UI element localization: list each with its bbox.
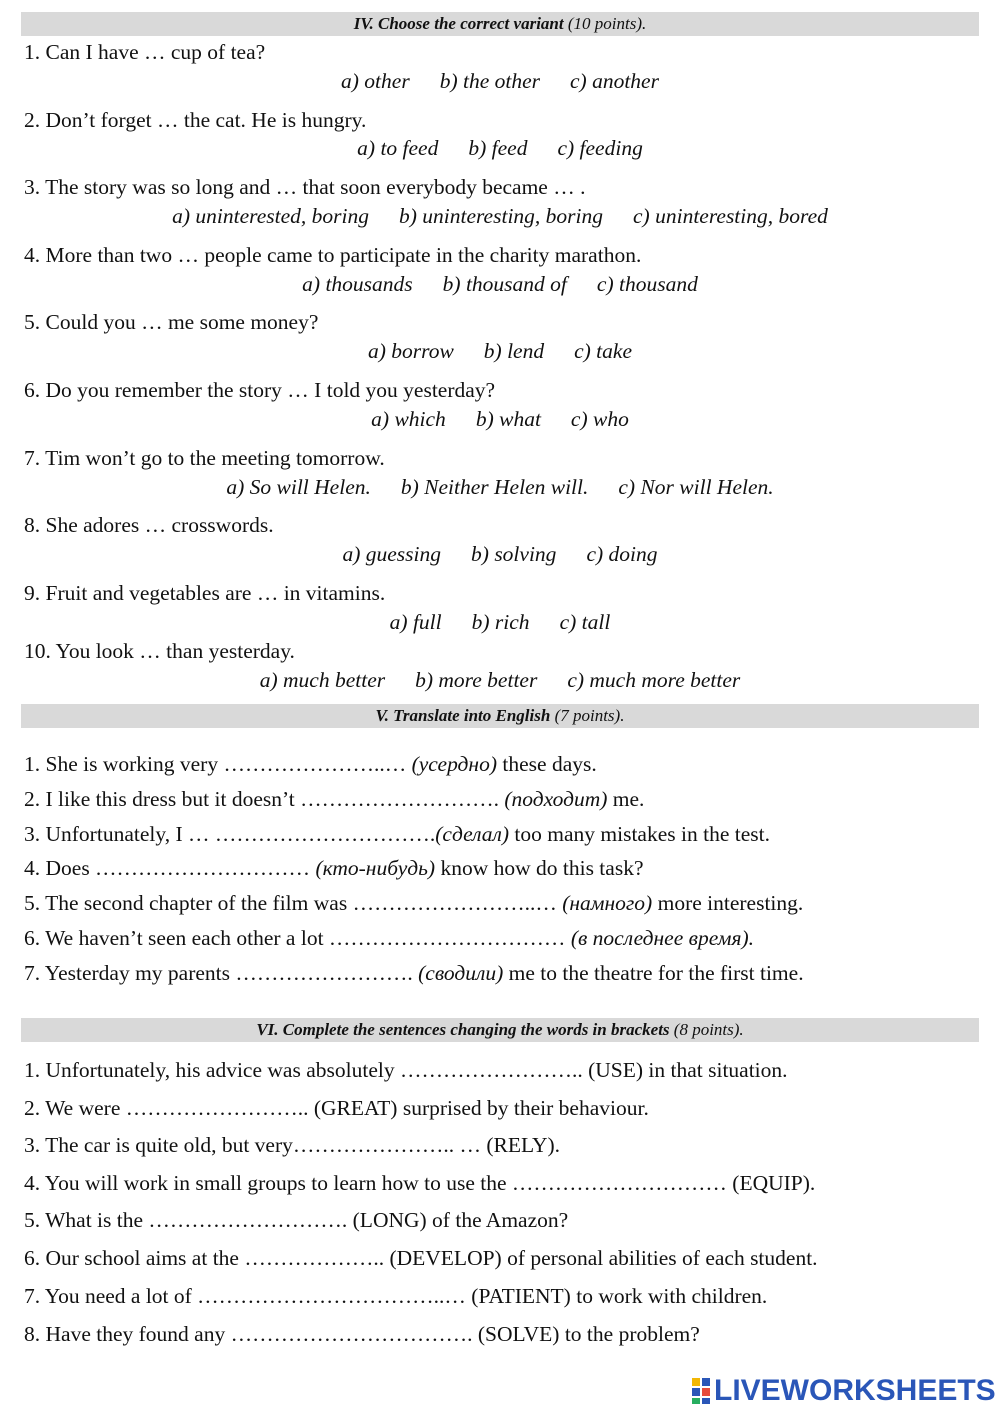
logo-blocks-icon: [690, 1376, 712, 1406]
options-8: [0, 541, 1000, 567]
option[interactable]: b) solving: [471, 542, 557, 566]
option[interactable]: c) who: [570, 407, 629, 431]
option[interactable]: a) guessing: [342, 542, 442, 566]
option[interactable]: b) feed: [468, 136, 528, 160]
question-2: 2. Don’t forget … the cat. He is hungry.: [24, 108, 367, 132]
complete-item: 2. We were …………………….. (GREAT) surprised by their behaviour.: [24, 1096, 649, 1120]
translate-item: 2. I like this dress but it doesn’t ………………………. (подходит) me.: [24, 787, 645, 811]
translate-item: 7. Yesterday my parents ……………………. (сводили) me to the theatre for the first time.: [24, 961, 804, 985]
complete-item: 4. You will work in small groups to learn how to use the ………………………… (EQUIP).: [24, 1171, 816, 1195]
question-7: 7. Tim won’t go to the meeting tomorrow.: [24, 446, 385, 470]
complete-item: 7. You need a lot of ……………………………..… (PATIENT) to work with children.: [24, 1284, 768, 1308]
option[interactable]: c) tall: [559, 610, 611, 634]
option[interactable]: c) take: [574, 339, 632, 363]
section-6-title: VI. Complete the sentences changing the words in brackets: [256, 1020, 670, 1039]
question-4: 4. More than two … people came to participate in the charity marathon.: [24, 243, 642, 267]
option[interactable]: b) thousand of: [442, 272, 567, 296]
option[interactable]: a) to feed: [357, 136, 439, 160]
options-1: [0, 68, 1000, 94]
complete-item: 1. Unfortunately, his advice was absolutely …………………….. (USE) in that situation.: [24, 1058, 788, 1082]
complete-item: 3. The car is quite old, but very………………….. … (RELY).: [24, 1133, 561, 1157]
section-5-points: (7 points).: [554, 706, 625, 725]
complete-item: 6. Our school aims at the ……………….. (DEVELOP) of personal abilities of each student.: [24, 1246, 818, 1270]
translate-item: 3. Unfortunately, I … ………………………….(сделал) too many mistakes in the test.: [24, 822, 770, 846]
option[interactable]: b) more better: [415, 668, 538, 692]
option[interactable]: c) another: [570, 69, 659, 93]
option[interactable]: a) which: [371, 407, 446, 431]
question-9: 9. Fruit and vegetables are … in vitamins.: [24, 581, 386, 605]
question-5: 5. Could you … me some money?: [24, 310, 319, 334]
section-6-points: (8 points).: [673, 1020, 744, 1039]
option[interactable]: b) Neither Helen will.: [400, 475, 589, 499]
translate-item: 4. Does ………………………… (кто-нибудь) know how do this task?: [24, 856, 644, 880]
options-7: [0, 474, 1000, 500]
question-1: 1. Can I have … cup of tea?: [24, 40, 266, 64]
section-4-header: [21, 12, 979, 36]
option[interactable]: a) borrow: [367, 339, 454, 363]
logo-text: LIVEWORKSHEETS: [714, 1374, 996, 1407]
liveworksheets-logo: [690, 1374, 996, 1408]
options-2: [0, 135, 1000, 161]
option[interactable]: c) doing: [586, 542, 658, 566]
question-6: 6. Do you remember the story … I told you yesterday?: [24, 378, 496, 402]
option[interactable]: a) uninterested, boring: [172, 204, 369, 228]
section-4-points: (10 points).: [567, 14, 647, 33]
question-3: 3. The story was so long and … that soon everybody became … .: [24, 175, 586, 199]
option[interactable]: a) thousands: [302, 272, 413, 296]
option[interactable]: b) lend: [483, 339, 545, 363]
question-8: 8. She adores … crosswords.: [24, 513, 274, 537]
translate-item: 5. The second chapter of the film was ……………………..… (намного) more interesting.: [24, 891, 804, 915]
option[interactable]: c) Nor will Helen.: [618, 475, 774, 499]
options-10: [0, 667, 1000, 693]
option[interactable]: c) uninteresting, bored: [633, 204, 828, 228]
options-9: [0, 609, 1000, 635]
translate-item: 1. She is working very …………………..… (усердно) these days.: [24, 752, 597, 776]
option[interactable]: b) uninteresting, boring: [398, 204, 604, 228]
section-5-header: [21, 704, 979, 728]
translate-item: 6. We haven’t seen each other a lot …………………………… (в последнее время).: [24, 926, 754, 950]
options-4: [0, 271, 1000, 297]
section-4-title: IV. Choose the correct variant: [353, 14, 564, 33]
section-5-title: V. Translate into English: [375, 706, 551, 725]
options-3: [0, 203, 1000, 229]
complete-item: 5. What is the ………………………. (LONG) of the Amazon?: [24, 1208, 569, 1232]
complete-item: 8. Have they found any ……………………………. (SOLVE) to the problem?: [24, 1322, 700, 1346]
option[interactable]: a) other: [341, 69, 410, 93]
option[interactable]: a) So will Helen.: [226, 475, 371, 499]
option[interactable]: b) the other: [439, 69, 540, 93]
option[interactable]: b) what: [475, 407, 541, 431]
options-6: [0, 406, 1000, 432]
option[interactable]: a) much better: [259, 668, 386, 692]
question-10: 10. You look … than yesterday.: [24, 639, 295, 663]
option[interactable]: c) much more better: [567, 668, 741, 692]
options-5: [0, 338, 1000, 364]
option[interactable]: c) thousand: [596, 272, 698, 296]
section-6-header: [21, 1018, 979, 1042]
option[interactable]: c) feeding: [557, 136, 643, 160]
option[interactable]: a) full: [389, 610, 442, 634]
option[interactable]: b) rich: [471, 610, 530, 634]
